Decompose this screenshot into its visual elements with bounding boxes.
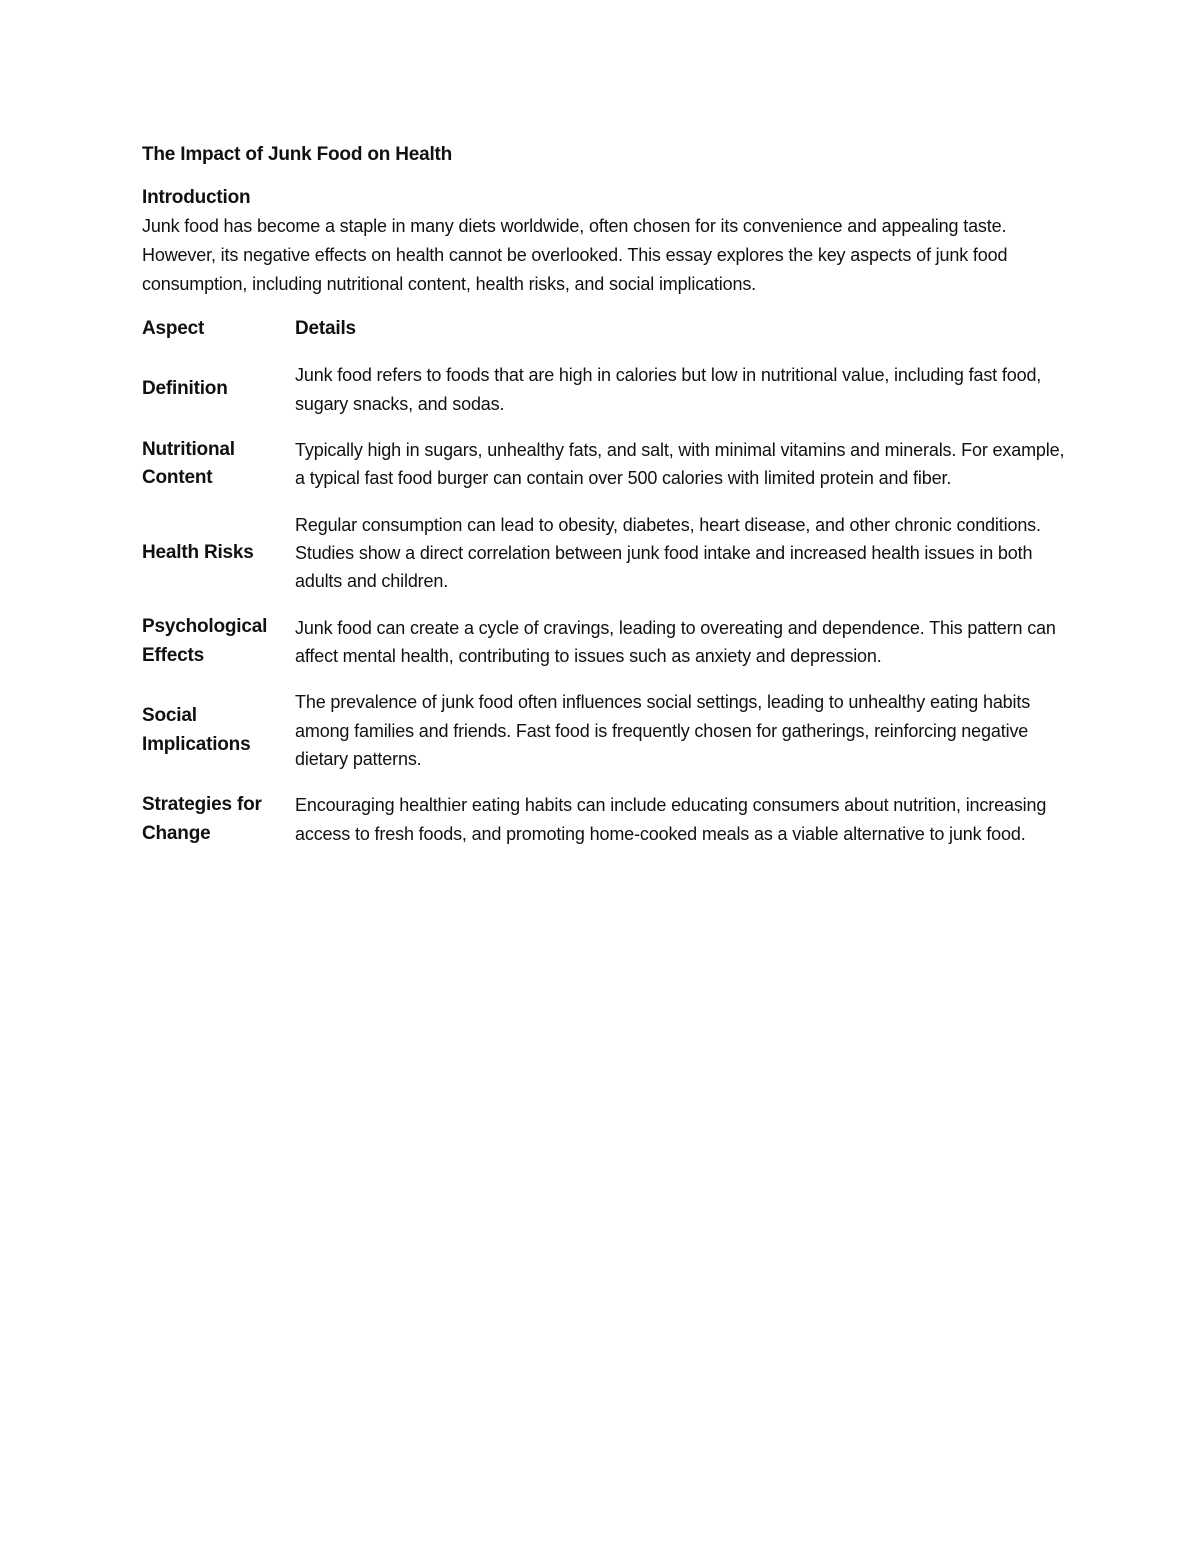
- aspect-cell-definition: Definition: [142, 378, 228, 400]
- table-row: [142, 511, 1067, 614]
- table-row: [142, 436, 1067, 511]
- document-body: [142, 140, 1067, 866]
- details-column-header: Details: [295, 318, 356, 340]
- introduction-heading: Introduction: [142, 187, 251, 208]
- introduction-paragraph: Junk food has become a staple in many diets worldwide, often chosen for its convenience and appealing taste. However, its negative effects on health cannot be overlooked. This essay explores the key aspects of junk food consumption, including nutritional content, health risks, and social implications.: [142, 216, 1008, 294]
- aspect-cell-nutritional-content: Nutritional Content: [142, 438, 235, 489]
- table-header-row: [142, 314, 1067, 361]
- aspects-table: [142, 314, 1067, 866]
- table-row: [142, 613, 1067, 688]
- details-cell-nutritional-content: Typically high in sugars, unhealthy fats, and salt, with minimal vitamins and minerals. For example, a typical fast food burger can contain over 500 calories with limited protein and fiber.: [295, 440, 1065, 489]
- aspect-cell-social-implications: Social Implications: [142, 705, 251, 755]
- table-row: [142, 791, 1067, 866]
- details-cell-definition: Junk food refers to foods that are high in calories but low in nutritional value, including fast food, sugary snacks, and sodas.: [295, 365, 1042, 414]
- details-cell-strategies-for-change: Encouraging healthier eating habits can include educating consumers about nutrition, increasing access to fresh foods, and promoting home-cooked meals as a viable alternative to junk food.: [295, 795, 1047, 844]
- aspect-cell-psychological-effects: Psychological Effects: [142, 616, 268, 666]
- table-row: [142, 361, 1067, 435]
- aspect-cell-health-risks: Health Risks: [142, 541, 254, 563]
- aspect-column-header: Aspect: [142, 318, 205, 340]
- table-row: [142, 688, 1067, 791]
- details-cell-health-risks: Regular consumption can lead to obesity, diabetes, heart disease, and other chronic conditions. Studies show a direct correlation between junk food intake and increased health issues in both adults and children.: [295, 514, 1041, 592]
- aspect-cell-strategies-for-change: Strategies for Change: [142, 794, 262, 844]
- details-cell-psychological-effects: Junk food can create a cycle of cravings, leading to overeating and dependence. This pattern can affect mental health, contributing to issues such as anxiety and depression.: [295, 617, 1056, 666]
- details-cell-social-implications: The prevalence of junk food often influences social settings, leading to unhealthy eating habits among families and friends. Fast food is frequently chosen for gatherings, reinforcing negative dietary patterns.: [295, 692, 1031, 769]
- document-title: The Impact of Junk Food on Health: [142, 144, 453, 165]
